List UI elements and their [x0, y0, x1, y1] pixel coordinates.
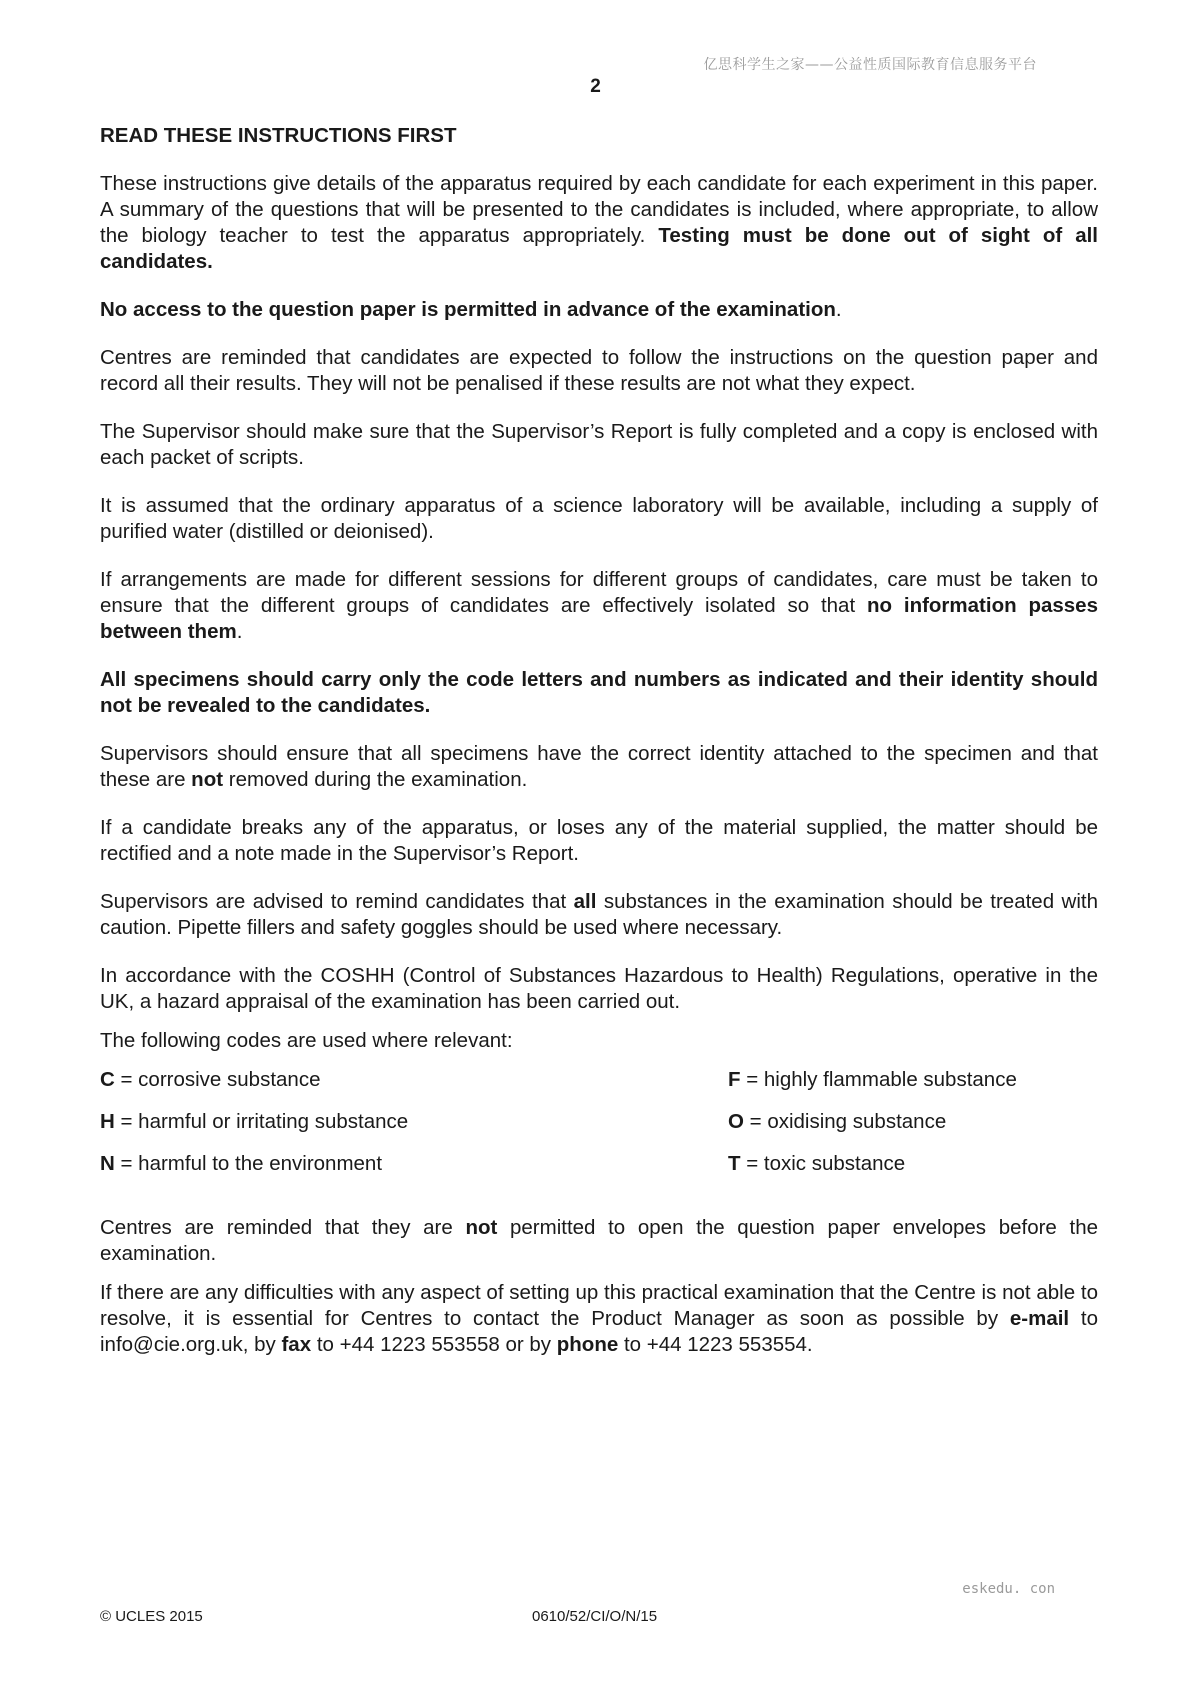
fax-contact: to +44 1223 553558 or by — [311, 1333, 557, 1356]
paragraph-bold: no information passes between them — [100, 594, 1098, 643]
paragraph-bold: No access to the question paper is permitted in advance of the examination — [100, 298, 836, 321]
hazard-code-harmful — [100, 1109, 728, 1135]
paragraph-supervisor-report: The Supervisor should make sure that the Supervisor’s Report is fully completed and a copy is enclosed with each packet of scripts. — [100, 420, 1098, 469]
paragraph-bold: not — [191, 768, 224, 791]
watermark-header: 亿思科学生之家——公益性质国际教育信息服务平台 — [703, 57, 1037, 73]
paragraph-apparatus — [100, 171, 1098, 275]
paragraph-bold: all — [573, 890, 597, 913]
paragraph-ordinary-apparatus: It is assumed that the ordinary apparatus of a science laboratory will be available, including a supply of purified water (distilled or deionised). — [100, 494, 1098, 543]
code-description: = corrosive substance — [114, 1068, 321, 1091]
paragraph-text: . — [236, 620, 243, 643]
code-letter: O — [728, 1110, 744, 1133]
paragraph-follow-instructions: Centres are reminded that candidates are expected to follow the instructions on the question paper and record all their results. They will not be penalised if these results are not what they expect. — [100, 346, 1098, 395]
paragraph-text: Centres are reminded that they are — [100, 1216, 466, 1239]
paragraph-text: If there are any difficulties with any aspect of setting up this practical examination that the Centre is not able to resolve, it is essential for Centres to contact the Product Manager as soon as possible by — [100, 1281, 1098, 1330]
email-label: e-mail — [1009, 1307, 1070, 1330]
paragraph-envelopes — [100, 1215, 1098, 1267]
paragraph-sessions — [100, 567, 1098, 645]
code-description: = harmful or irritating substance — [114, 1110, 409, 1133]
hazard-code-flammable — [728, 1067, 1098, 1093]
paragraph-text: These instructions give details of the apparatus required by each candidate for each experiment in this paper. A summary of the questions that will be presented to the candidates is included, where appropriate, to allow the biology teacher to test the apparatus appropriately. — [100, 172, 1098, 247]
paragraph-text: If arrangements are made for different sessions for different groups of candidates, care must be taken to ensure that the different groups of candidates are effectively isolated so that — [100, 568, 1098, 617]
code-letter: T — [728, 1152, 741, 1175]
paragraph-caution — [100, 889, 1098, 941]
watermark-footer: eskedu. con — [962, 1581, 1055, 1597]
paragraph-text: substances in the examination should be treated with caution. Pipette fillers and safety goggles should be used where necessary. — [100, 890, 1098, 939]
paragraph-bold: Testing must be done out of sight of all candidates. — [100, 224, 1098, 273]
fax-label: fax — [281, 1333, 312, 1356]
code-letter: H — [100, 1110, 115, 1133]
email-contact: to info@cie.org.uk, by — [100, 1307, 1098, 1356]
instructions-body — [100, 123, 1098, 1358]
paragraph-specimens: All specimens should carry only the code letters and numbers as indicated and their identity should not be revealed to the candidates. — [100, 668, 1098, 717]
paragraph-contact — [100, 1280, 1098, 1358]
paragraph-bold: not — [465, 1216, 498, 1239]
hazard-code-corrosive — [100, 1067, 728, 1093]
paragraph-text: Supervisors are advised to remind candidates that — [100, 890, 574, 913]
hazard-codes-list — [100, 1067, 1098, 1177]
hazard-code-toxic — [728, 1151, 1098, 1177]
code-description: = oxidising substance — [743, 1110, 947, 1133]
phone-label: phone — [556, 1333, 619, 1356]
page-number: 2 — [590, 76, 601, 97]
hazard-code-oxidising — [728, 1109, 1098, 1135]
code-description: = toxic substance — [740, 1152, 906, 1175]
code-description: = highly flammable substance — [740, 1068, 1017, 1091]
paragraph-text: removed during the examination. — [223, 768, 528, 791]
code-letter: C — [100, 1068, 115, 1091]
hazard-code-environment — [100, 1151, 728, 1177]
page-title: READ THESE INSTRUCTIONS FIRST — [100, 124, 457, 147]
paragraph-specimen-identity — [100, 741, 1098, 793]
footer-paper-code: 0610/52/CI/O/N/15 — [532, 1608, 658, 1625]
phone-contact: to +44 1223 553554. — [618, 1333, 813, 1356]
paragraph-breakage: If a candidate breaks any of the apparatus, or loses any of the material supplied, the matter should be rectified and a note made in the Supervisor’s Report. — [100, 816, 1098, 865]
paragraph-text: Supervisors should ensure that all specimens have the correct identity attached to the specimen and that these are — [100, 742, 1098, 791]
code-letter: N — [100, 1152, 115, 1175]
paragraph-coshh: In accordance with the COSHH (Control of Substances Hazardous to Health) Regulations, operative in the UK, a hazard appraisal of the examination has been carried out. — [100, 964, 1098, 1013]
paragraph-text: permitted to open the question paper envelopes before the examination. — [100, 1216, 1099, 1265]
codes-intro: The following codes are used where relevant: — [100, 1029, 513, 1052]
paragraph-no-access — [100, 297, 1098, 323]
paragraph-text: . — [835, 298, 842, 321]
code-letter: F — [728, 1068, 741, 1091]
footer-copyright: © UCLES 2015 — [100, 1608, 203, 1625]
code-description: = harmful to the environment — [114, 1152, 383, 1175]
